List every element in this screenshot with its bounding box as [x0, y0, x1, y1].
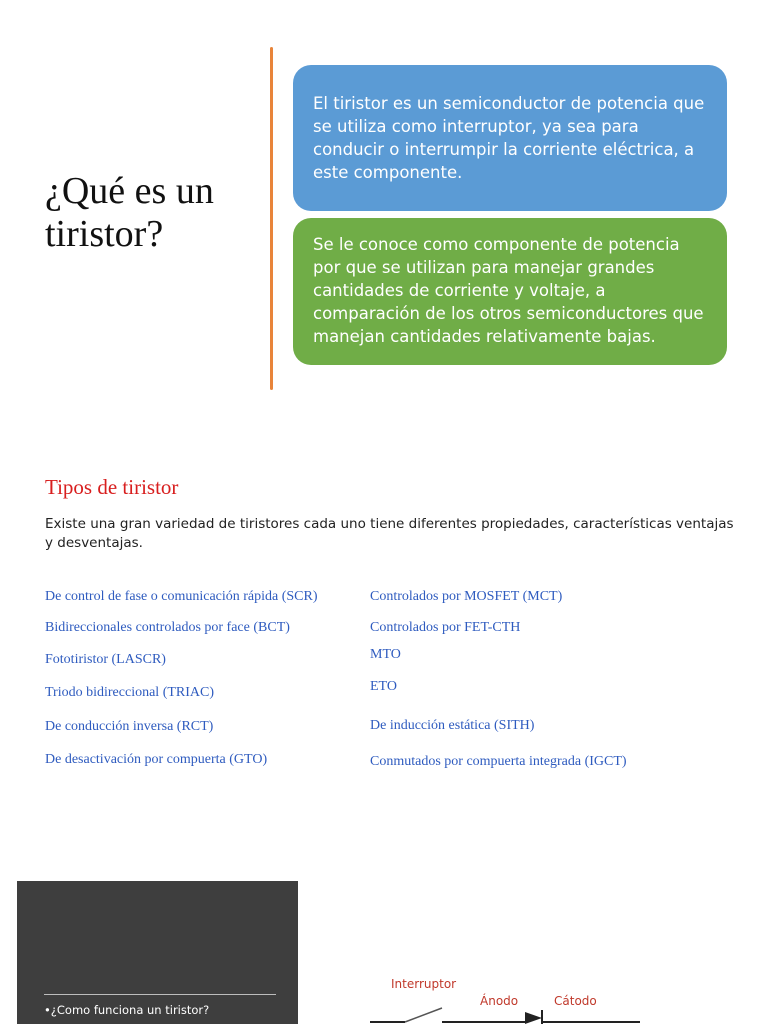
type-item: MTO	[370, 647, 401, 662]
type-item: Bidireccionales controlados por face (BCT)	[45, 620, 290, 635]
type-item: Fototiristor (LASCR)	[45, 652, 166, 667]
panel-divider	[44, 994, 276, 995]
dark-slide-panel	[17, 881, 298, 1024]
type-item: Controlados por FET-CTH	[370, 620, 521, 635]
panel-bullet-text: •¿Como funciona un tiristor?	[44, 1003, 210, 1017]
type-item: De desactivación por compuerta (GTO)	[45, 752, 268, 767]
type-item: Triodo bidireccional (TRIAC)	[45, 685, 215, 700]
type-item: ETO	[370, 679, 397, 694]
switch-icon	[405, 1008, 442, 1022]
type-item: De conducción inversa (RCT)	[45, 719, 214, 734]
definition-text: El tiristor es un semiconductor de potencia que se utiliza como interruptor, ya sea para conducir o interrumpir la corriente eléctrica, a este componente.	[313, 94, 705, 182]
definition-box-blue	[293, 65, 727, 211]
switch-label: Interruptor	[391, 977, 457, 991]
diode-icon	[525, 1012, 542, 1024]
type-item: Conmutados por compuerta integrada (IGCT)	[370, 754, 627, 769]
page-title: ¿Qué es un tiristor?	[45, 170, 214, 255]
type-item: De control de fase o comunicación rápida (SCR)	[45, 589, 318, 604]
vertical-divider	[270, 47, 273, 390]
thyristor-circuit-diagram	[360, 1000, 660, 1024]
section-title: Tipos de tiristor	[45, 475, 179, 499]
definition-text: Se le conoce como componente de potencia por que se utilizan para manejar grandes cantidades de corriente y voltaje, a comparación de los otros semiconductores que manejan cantidades relativamente bajas.	[313, 235, 704, 346]
cathode-label: Cátodo	[554, 994, 597, 1008]
definition-box-green	[293, 218, 727, 365]
type-item: Controlados por MOSFET (MCT)	[370, 589, 563, 604]
section-intro: Existe una gran variedad de tiristores cada uno tiene diferentes propiedades, características ventajas y desventajas.	[45, 516, 734, 551]
type-item: De inducción estática (SITH)	[370, 718, 535, 733]
anode-label: Ánodo	[480, 994, 519, 1008]
